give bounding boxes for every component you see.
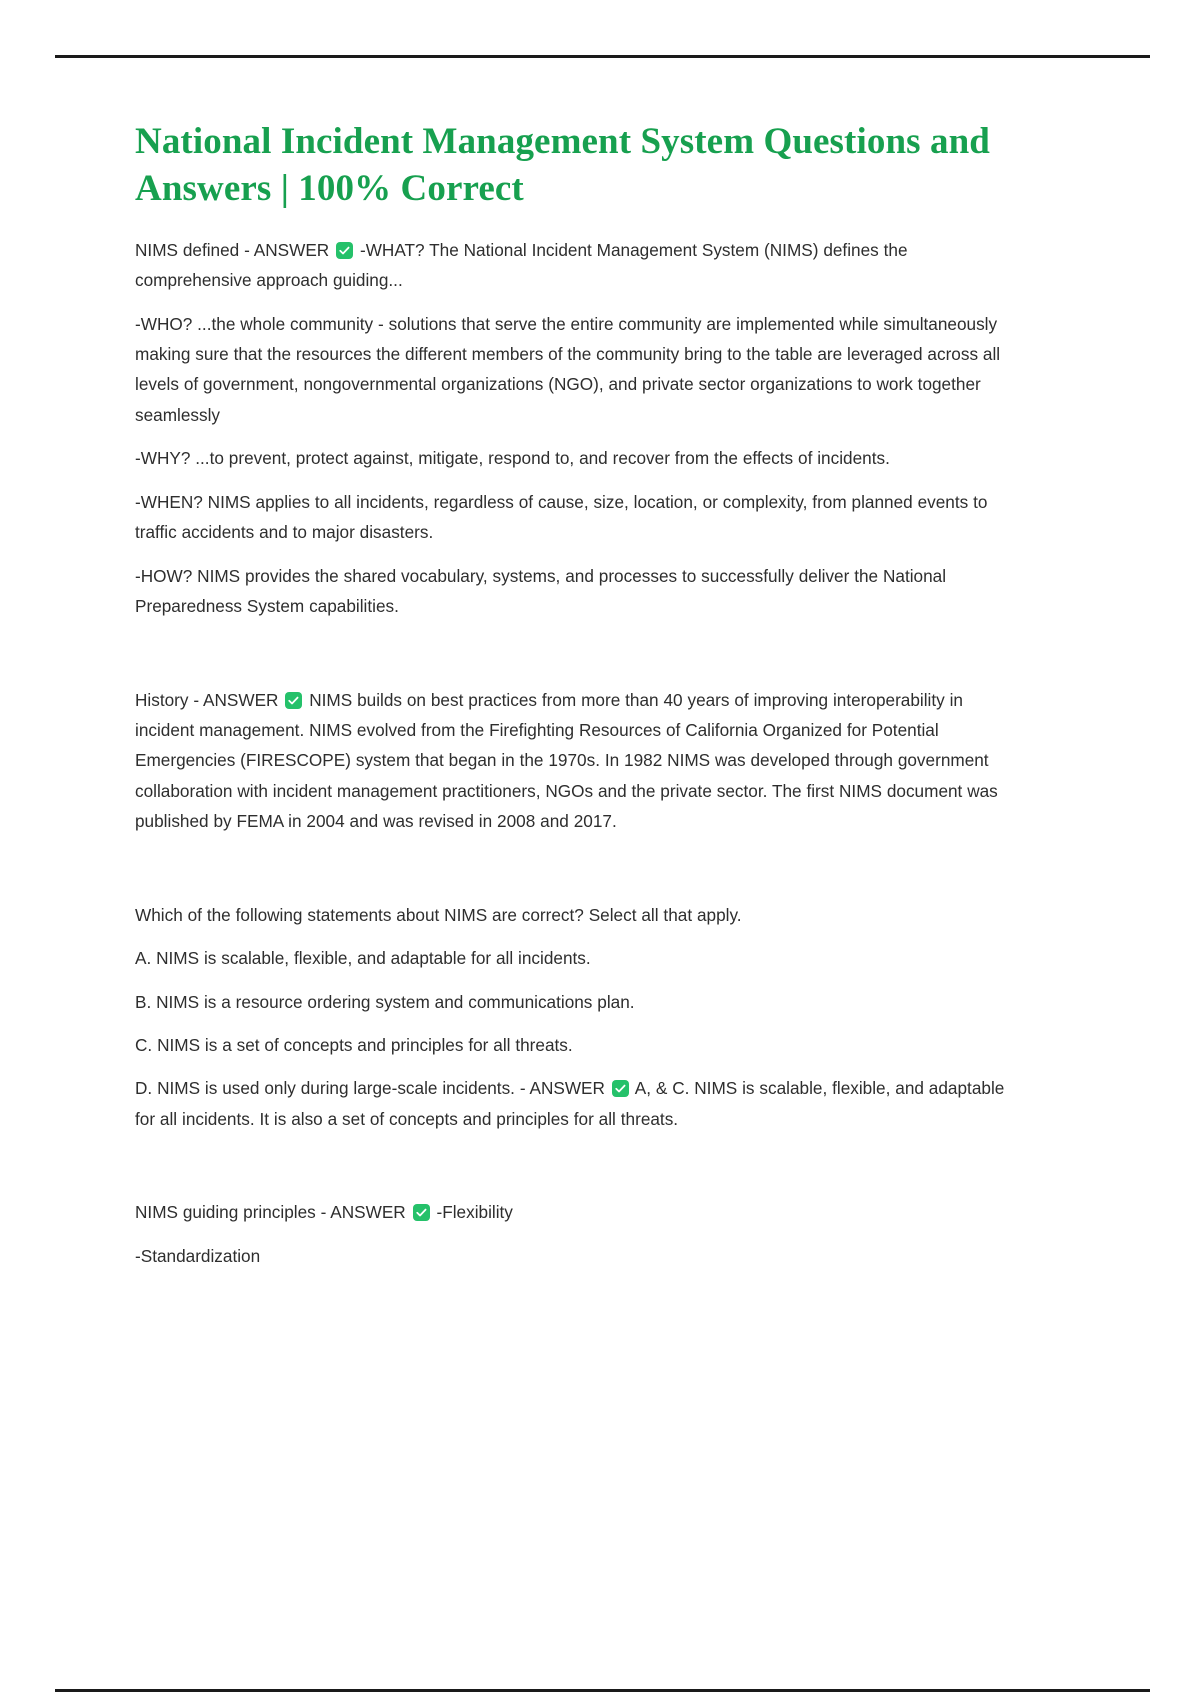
- paragraph-question-stem: [135, 900, 1010, 930]
- paragraph-who: [135, 309, 1010, 431]
- paragraph-option-a: [135, 943, 1010, 973]
- paragraph-text-who: -WHO? ...the whole community - solutions that serve the entire community are implemented while simultaneously making sure that the resources the different members of the community bring to the table are leveraged across all levels of government, nongovernmental organizations (NGO), and private sector organizations to work together seamlessly: [135, 313, 1001, 425]
- paragraph-nims-defined: [135, 235, 1010, 296]
- paragraph-option-c: [135, 1030, 1010, 1060]
- paragraph-text-option-b: B. NIMS is a resource ordering system and communications plan.: [135, 991, 635, 1012]
- paragraph-option-b: [135, 987, 1010, 1017]
- paragraph-why: [135, 443, 1010, 473]
- answer-check-icon: [413, 1204, 430, 1221]
- paragraph-text-nims-defined: -WHAT? The National Incident Management System (NIMS) defines the comprehensive approach guiding...: [135, 239, 908, 291]
- paragraph-option-d-answer: [135, 1073, 1010, 1134]
- paragraph-history: [135, 685, 1010, 837]
- paragraph-text-when: -WHEN? NIMS applies to all incidents, regardless of cause, size, location, or complexity, from planned events to traffic accidents and to major disasters.: [135, 491, 988, 543]
- paragraph-text-why: -WHY? ...to prevent, protect against, mitigate, respond to, and recover from the effects of incidents.: [135, 448, 890, 469]
- page-bottom-rule: [55, 1689, 1150, 1692]
- paragraph-when: [135, 487, 1010, 548]
- page-title: National Incident Management System Questions and Answers | 100% Correct: [135, 121, 990, 210]
- answer-check-icon: [285, 692, 302, 709]
- paragraph-text-guiding-principles: -Flexibility: [436, 1202, 513, 1223]
- paragraph-text-history: NIMS builds on best practices from more than 40 years of improving interoperability in incident management. NIMS evolved from the Firefighting Resources of California Organized for Potential Emergencies (FIRESCOPE) system that began in the 1970s. In 1982 NIMS was developed through government collaboration with incident management practitioners, NGOs and the private sector. The first NIMS document was published by FEMA in 2004 and was revised in 2008 and 2017.: [135, 689, 998, 832]
- paragraph-standardization: [135, 1241, 1010, 1271]
- paragraph-lead-guiding-principles: NIMS guiding principles - ANSWER: [135, 1202, 406, 1223]
- paragraph-text-option-a: A. NIMS is scalable, flexible, and adaptable for all incidents.: [135, 948, 591, 969]
- paragraph-text-how: -HOW? NIMS provides the shared vocabulary, systems, and processes to successfully deliver the National Preparedness System capabilities.: [135, 565, 947, 617]
- paragraph-guiding-principles: [135, 1197, 1010, 1227]
- answer-check-icon: [336, 242, 353, 259]
- paragraph-lead-option-d-answer: D. NIMS is used only during large-scale incidents. - ANSWER: [135, 1078, 605, 1099]
- paragraph-lead-history: History - ANSWER: [135, 689, 279, 710]
- paragraph-text-option-c: C. NIMS is a set of concepts and principles for all threats.: [135, 1035, 573, 1056]
- paragraph-lead-nims-defined: NIMS defined - ANSWER: [135, 239, 330, 260]
- answer-check-icon: [612, 1080, 629, 1097]
- paragraph-text-option-d-answer: A, & C. NIMS is scalable, flexible, and adaptable for all incidents. It is also a set of concepts and principles for all threats.: [135, 1078, 1005, 1129]
- paragraph-text-standardization: -Standardization: [135, 1245, 261, 1266]
- paragraph-how: [135, 561, 1010, 622]
- page-top-rule: [55, 55, 1150, 58]
- paragraph-text-question-stem: Which of the following statements about NIMS are correct? Select all that apply.: [135, 904, 742, 925]
- paragraph-list: [135, 235, 1010, 1272]
- document-content: [135, 118, 1010, 1284]
